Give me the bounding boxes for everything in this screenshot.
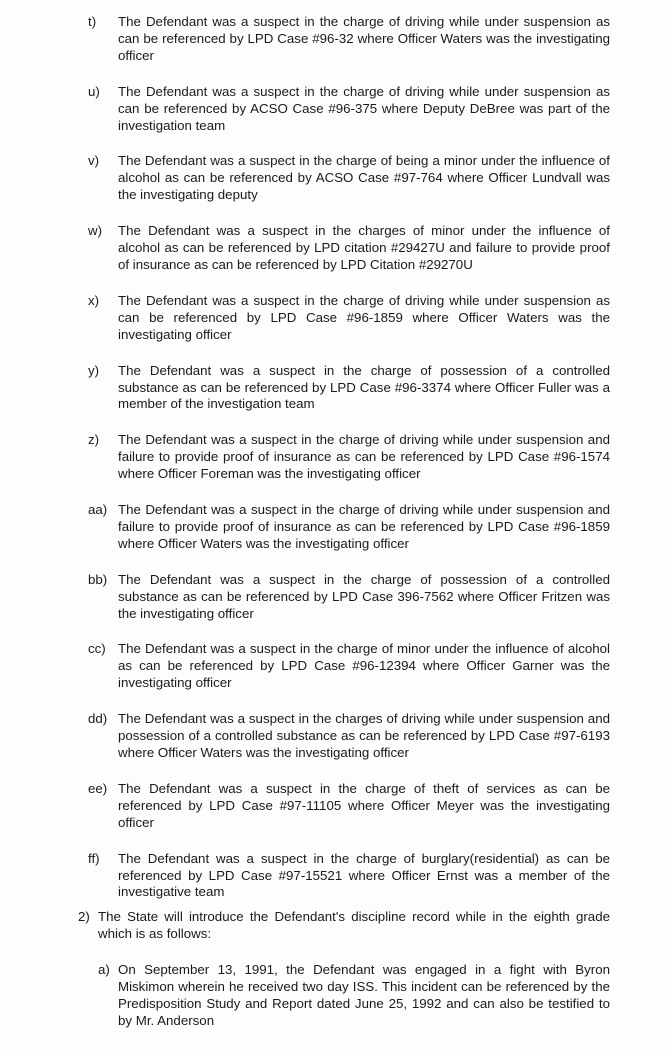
item-text: The Defendant was a suspect in the charge of possession of a controlled substance as can be referenced by LPD Case #96-3374 where Officer Fuller was a member of the investigation team [118, 362, 610, 412]
list-item-y [88, 363, 610, 414]
item-text: The Defendant was a suspect in the charge of driving while under suspension as can be referenced by ACSO Case #96-375 where Deputy DeBree was part of the investigation team [118, 83, 610, 133]
item-label: a) [98, 962, 110, 977]
list-item-v [88, 153, 610, 204]
item-label: t) [88, 14, 97, 29]
list-item-x [88, 293, 610, 344]
item-text: The Defendant was a suspect in the charge of driving while under suspension and failure to provide proof of insurance as can be referenced by LPD Case #96-1859 where Officer Waters was the investigating officer [118, 502, 610, 551]
list-item-ff [88, 851, 610, 902]
item-text: The Defendant was a suspect in the charge of minor under the influence of alcohol as can be referenced by LPD Case #96-12394 where Officer Garner was the investigating officer [118, 641, 610, 691]
list-item-z [88, 432, 610, 483]
list-item-w [88, 223, 610, 274]
list-item-2a [98, 962, 610, 1030]
item-label: w) [88, 223, 103, 239]
point-label: 2) [78, 909, 90, 924]
point-text: The State will introduce the Defendant's discipline record while in the eighth grade which is as follows: [98, 909, 610, 941]
item-text: The Defendant was a suspect in the charge of theft of services as can be referenced by LPD Case #97-11105 where Officer Meyer was the investigating officer [118, 780, 610, 830]
item-label: aa) [88, 502, 108, 518]
item-text: The Defendant was a suspect in the charge of being a minor under the influence of alcohol as can be referenced by ACSO Case #97-764 where Officer Lundvall was the investigating deputy [118, 153, 610, 203]
item-label: v) [88, 153, 100, 169]
sub-item-list [88, 14, 610, 920]
item-label: bb) [88, 571, 108, 587]
list-item-aa [88, 502, 610, 553]
item-text: The Defendant was a suspect in the charges of minor under the influence of alcohol as can be referenced by LPD citation #29427U and failure to provide proof of insurance as can be referenced by LPD Citation #29270U [118, 223, 610, 272]
item-label: cc) [88, 641, 106, 657]
item-text: The Defendant was a suspect in the charge of driving while under suspension and failure to provide proof of insurance as can be referenced by LPD Case #96-1574 where Officer Foreman was the investigating officer [118, 432, 610, 482]
numbered-point-2 [78, 909, 610, 943]
item-text: The Defendant was a suspect in the charge of burglary(residential) as can be referenced by LPD Case #97-15521 where Officer Ernst was a member of the investigative team [118, 850, 610, 900]
item-text: The Defendant was a suspect in the charges of driving while under suspension and possession of a controlled substance as can be referenced by LPD Case #97-6193 where Officer Waters was the investigating officer [118, 711, 610, 760]
list-item-cc [88, 641, 610, 692]
item-text: The Defendant was a suspect in the charge of possession of a controlled substance as can be referenced by LPD Case 396-7562 where Officer Fritzen was the investigating officer [118, 571, 610, 621]
item-label: x) [88, 292, 100, 308]
item-label: ee) [88, 780, 108, 796]
list-item-u [88, 84, 610, 135]
item-label: z) [88, 432, 100, 448]
item-label: dd) [88, 711, 108, 727]
item-label: ff) [88, 850, 100, 866]
item-label: u) [88, 83, 100, 99]
list-item-t [88, 14, 610, 65]
item-text: The Defendant was a suspect in the charge of driving while under suspension as can be referenced by LPD Case #96-1859 where Officer Waters was the investigating officer [118, 292, 610, 342]
list-item-dd [88, 711, 610, 762]
list-item-ee [88, 781, 610, 832]
item-text: The Defendant was a suspect in the charge of driving while under suspension as can be referenced by LPD Case #96-32 where Officer Waters was the investigating officer [118, 14, 610, 63]
item-label: y) [88, 362, 100, 378]
item-text: On September 13, 1991, the Defendant was engaged in a fight with Byron Miskimon wherein he received two day ISS. This incident can be referenced by the Predisposition Study and Report dated June 25, 1992 and can also be testified to by Mr. Anderson [118, 962, 610, 1028]
list-item-bb [88, 572, 610, 623]
